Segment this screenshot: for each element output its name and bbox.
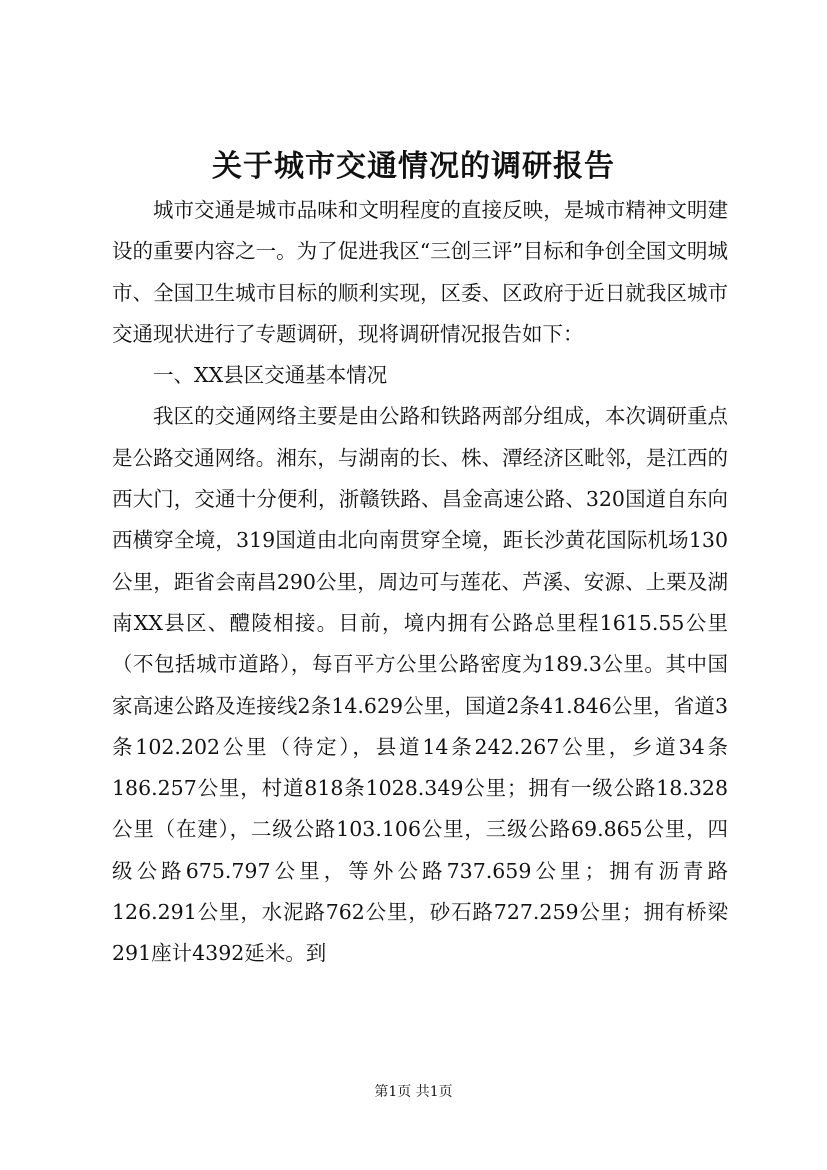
document-body bbox=[112, 190, 728, 975]
paragraph-traffic-network: 我区的交通网络主要是由公路和铁路两部分组成，本次调研重点是公路交通网络。湘东，与湖南的长、株、潭经济区毗邻，是江西的西大门，交通十分便利，浙赣铁路、昌金高速公路、320国道自东向西横穿全境，319国道由北向南贯穿全境，距长沙黄花国际机场130公里，距省会南昌290公里，周边可与莲花、芦溪、安源、上栗及湖南XX县区、醴陵相接。目前，境内拥有公路总里程1615.55公里（不包括城市道路），每百平方公里公路密度为189.3公里。其中国家高速公路及连接线2条14.629公里，国道2条41.846公里，省道3条102.202公里（待定），县道14条242.267公里，乡道34条186.257公里，村道818条1028.349公里；拥有一级公路18.328公里（在建），二级公路103.106公里，三级公路69.865公里，四级公路675.797公里，等外公路737.659公里；拥有沥青路126.291公里，水泥路762公里，砂石路727.259公里；拥有桥梁291座计4392延米。到 bbox=[112, 404, 728, 966]
section-heading-1: 一、XX县区交通基本情况 bbox=[153, 363, 388, 388]
paragraph-intro: 城市交通是城市品味和文明程度的直接反映，是城市精神文明建设的重要内容之一。为了促进我区“三创三评”目标和争创全国文明城市、全国卫生城市目标的顺利实现，区委、区政府于近日就我区城市交通现状进行了专题调研，现将调研情况报告如下： bbox=[112, 198, 728, 346]
document-title: 关于城市交通情况的调研报告 bbox=[212, 149, 615, 184]
page-number-footer: 第1页 共1页 bbox=[374, 1084, 453, 1100]
